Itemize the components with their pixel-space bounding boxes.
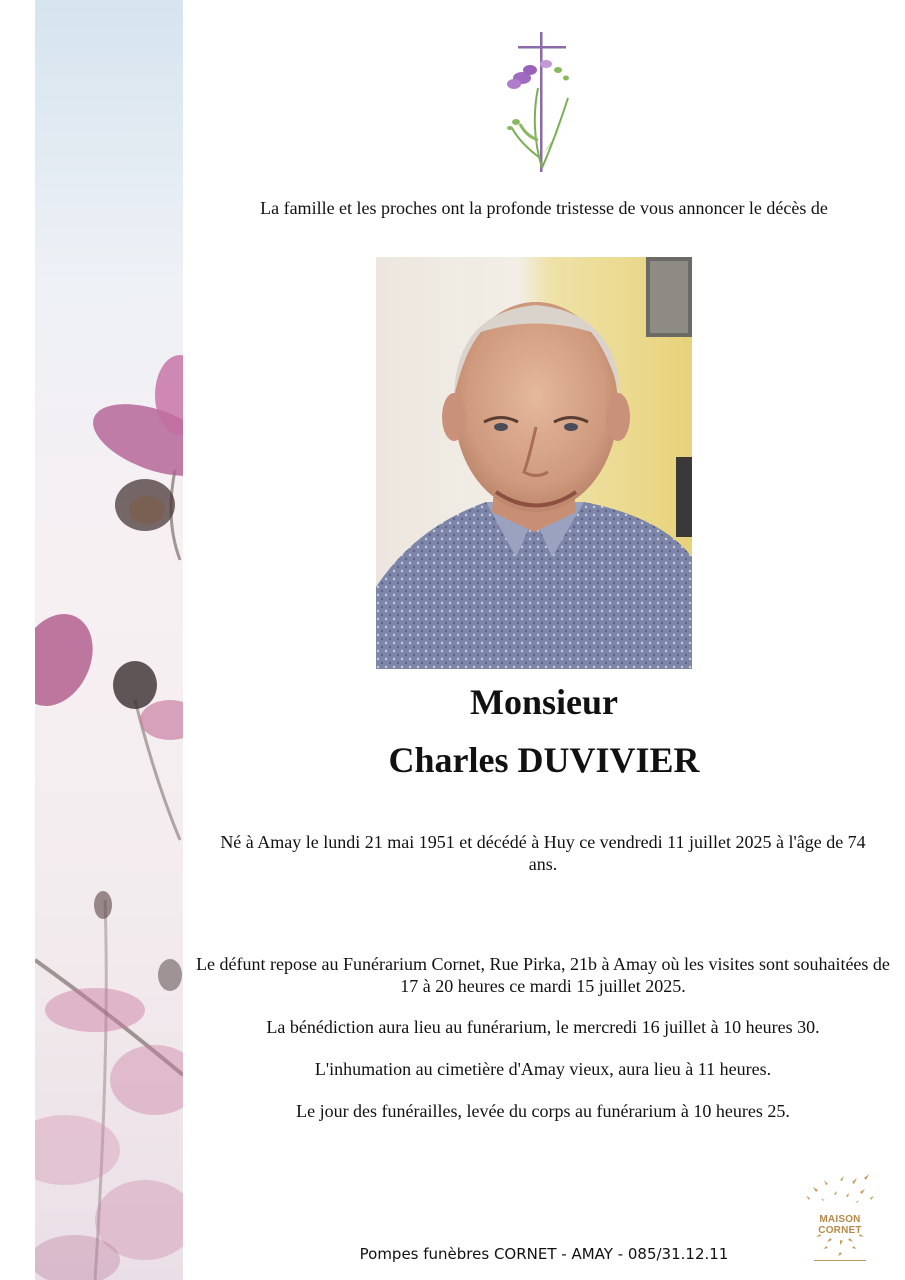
portrait-photo xyxy=(376,257,692,669)
footer-contact: Pompes funèbres CORNET - AMAY - 085/31.12.11 xyxy=(359,1245,729,1263)
honorific-title: Monsieur xyxy=(470,682,618,722)
deceased-name: Charles DUVIVIER xyxy=(388,740,700,780)
intro-text: La famille et les proches ont la profonde tristesse de vous annoncer le décès de xyxy=(260,198,828,218)
rest-visit-text: Le défunt repose au Funérarium Cornet, Rue Pirka, 21b à Amay où les visites sont souhaitées de 17 à 20 heures ce mardi 15 juillet 2025. xyxy=(196,954,890,996)
cosmos-flowers-icon xyxy=(35,0,183,1280)
side-floral-decoration xyxy=(35,0,183,1280)
funeral-day-text: Le jour des funérailles, levée du corps au funérarium à 10 heures 25. xyxy=(296,1101,790,1121)
birth-death-text: Né à Amay le lundi 21 mai 1951 et décédé à Huy ce vendredi 11 juillet 2025 à l'âge de 74 ans. xyxy=(220,832,866,874)
cross-with-freesia-icon xyxy=(500,28,582,178)
logo-text: MAISON CORNET xyxy=(818,1214,862,1236)
burial-text: L'inhumation au cimetière d'Amay vieux, aura lieu à 11 heures. xyxy=(314,1059,772,1079)
blessing-text: La bénédiction aura lieu au funérarium, le mercredi 16 juillet à 10 heures 30. xyxy=(266,1017,820,1037)
